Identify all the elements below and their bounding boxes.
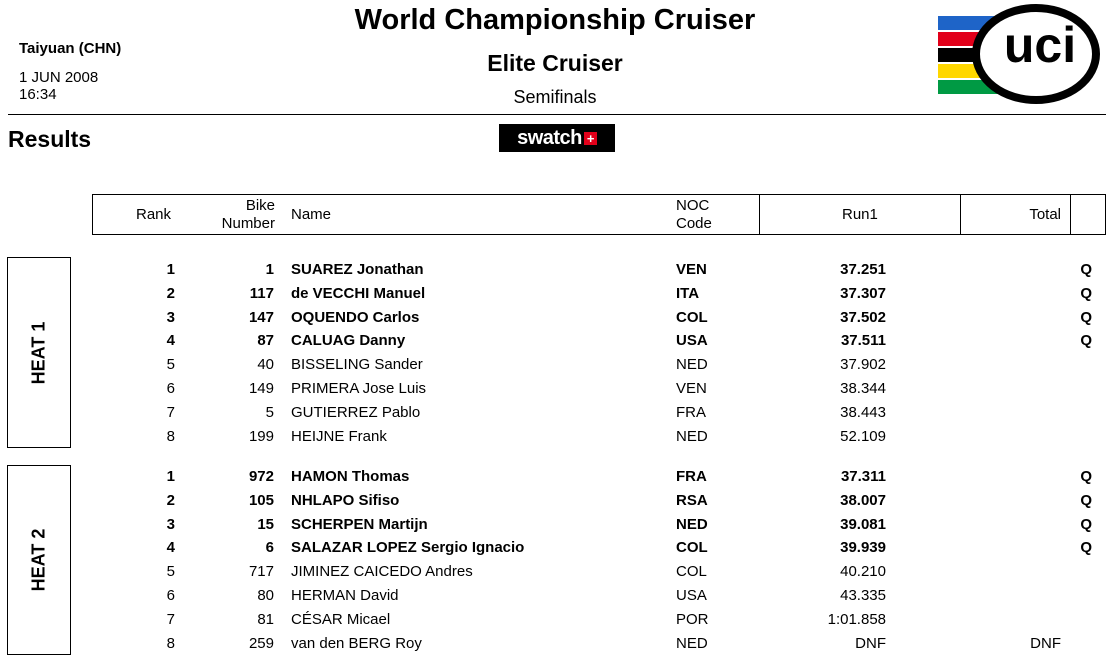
run1-cell: 39.081 xyxy=(840,515,886,533)
noc-code-cell: POR xyxy=(676,610,709,628)
table-row xyxy=(0,329,1110,353)
run1-cell: 43.335 xyxy=(840,587,886,604)
bike-number-cell: 147 xyxy=(248,308,274,326)
sponsor-logo xyxy=(499,124,615,152)
qualified-cell: Q xyxy=(1080,308,1092,326)
run1-cell: 40.210 xyxy=(840,563,886,581)
athlete-name-cell: HEIJNE Frank xyxy=(291,427,387,445)
run1-cell: 37.251 xyxy=(840,261,886,278)
run1-cell: 39.939 xyxy=(840,539,886,557)
rank-cell: 1 xyxy=(166,468,175,485)
rank-cell: 7 xyxy=(166,403,175,421)
bike-number-cell: 199 xyxy=(248,427,274,445)
rank-cell: 5 xyxy=(166,563,175,581)
qualified-cell: Q xyxy=(1080,261,1092,278)
rank-cell: 8 xyxy=(166,634,175,652)
uci-logo xyxy=(936,2,1102,106)
noc-code-cell: NED xyxy=(676,427,708,445)
noc-code-cell: FRA xyxy=(676,403,706,421)
athlete-name-cell: CALUAG Danny xyxy=(291,332,406,350)
page-title: World Championship Cruiser xyxy=(354,4,756,36)
rank-cell: 3 xyxy=(166,308,175,326)
venue-label: Taiyuan (CHN) xyxy=(19,40,122,57)
col-bike-header-line1: Bike xyxy=(245,197,275,214)
noc-code-cell: VEN xyxy=(676,380,707,397)
athlete-name-cell: GUTIERREZ Pablo xyxy=(291,403,421,421)
table-row xyxy=(0,584,1110,608)
table-row xyxy=(0,282,1110,306)
bike-number-cell: 81 xyxy=(257,610,274,628)
run1-cell: DNF xyxy=(855,634,886,652)
athlete-name-cell: PRIMERA Jose Luis xyxy=(291,380,427,397)
run1-cell: 37.902 xyxy=(840,356,886,374)
athlete-name-cell: OQUENDO Carlos xyxy=(291,308,420,326)
rank-cell: 2 xyxy=(166,491,175,509)
bike-number-cell: 972 xyxy=(248,468,274,485)
date-label: 1 JUN 2008 xyxy=(19,69,99,86)
run1-cell: 52.109 xyxy=(840,427,886,445)
noc-code-cell: NED xyxy=(676,515,708,533)
bike-number-cell: 87 xyxy=(257,332,274,350)
heat-1-label: HEAT 1 xyxy=(28,321,49,384)
run1-cell: 37.502 xyxy=(840,308,886,326)
bike-number-cell: 1 xyxy=(265,261,274,278)
rank-cell: 3 xyxy=(166,515,175,533)
qualified-cell: Q xyxy=(1080,491,1092,509)
rank-cell: 5 xyxy=(166,356,175,374)
time-label: 16:34 xyxy=(19,86,57,103)
noc-code-cell: COL xyxy=(676,563,707,581)
bike-number-cell: 117 xyxy=(249,284,274,302)
uci-logo-text: uci xyxy=(1003,17,1077,73)
col-run1-header: Run1 xyxy=(842,206,878,223)
athlete-name-cell: CÉSAR Micael xyxy=(291,610,391,628)
event-subtitle: Elite Cruiser xyxy=(487,50,623,76)
run1-cell: 1:01.858 xyxy=(827,610,886,628)
rank-cell: 4 xyxy=(166,332,175,350)
swiss-cross-icon: + xyxy=(584,132,597,145)
bike-number-cell: 259 xyxy=(248,634,274,652)
section-title: Results xyxy=(8,126,92,152)
athlete-name-cell: HAMON Thomas xyxy=(291,468,410,485)
table-row xyxy=(0,513,1110,537)
table-row xyxy=(0,489,1110,513)
athlete-name-cell: NHLAPO Sifiso xyxy=(291,491,400,509)
table-row xyxy=(0,377,1110,401)
table-row xyxy=(0,425,1110,449)
run1-cell: 38.007 xyxy=(840,491,886,509)
bike-number-cell: 15 xyxy=(257,515,274,533)
athlete-name-cell: BISSELING Sander xyxy=(291,356,423,374)
col-rank-header: Rank xyxy=(136,206,172,223)
table-row xyxy=(0,258,1110,282)
athlete-name-cell: SALAZAR LOPEZ Sergio Ignacio xyxy=(291,539,525,557)
total-cell: DNF xyxy=(1030,634,1061,652)
col-noc-header-line2: Code xyxy=(676,215,712,232)
bike-number-cell: 40 xyxy=(257,356,274,374)
run1-cell: 37.311 xyxy=(840,468,886,485)
rank-cell: 2 xyxy=(166,284,175,302)
table-row xyxy=(0,306,1110,330)
qualified-cell: Q xyxy=(1080,468,1092,485)
col-bike-header-line2: Number xyxy=(221,215,275,232)
col-name-header: Name xyxy=(291,206,332,223)
table-row xyxy=(0,608,1110,632)
rank-cell: 6 xyxy=(166,587,175,604)
noc-code-cell: USA xyxy=(676,332,708,350)
bike-number-cell: 6 xyxy=(265,539,274,557)
table-row xyxy=(0,632,1110,656)
table-row xyxy=(0,536,1110,560)
bike-number-cell: 149 xyxy=(248,380,274,397)
noc-code-cell: NED xyxy=(676,356,708,374)
sponsor-text: swatch xyxy=(517,127,582,149)
run1-cell: 38.344 xyxy=(840,380,886,397)
athlete-name-cell: SCHERPEN Martijn xyxy=(291,515,428,533)
table-row xyxy=(0,401,1110,425)
col-divider xyxy=(1070,195,1071,235)
rank-cell: 4 xyxy=(166,539,175,557)
table-header xyxy=(92,194,1106,235)
noc-code-cell: NED xyxy=(676,634,708,652)
table-row xyxy=(0,353,1110,377)
qualified-cell: Q xyxy=(1080,539,1092,557)
rank-cell: 6 xyxy=(166,380,175,397)
noc-code-cell: FRA xyxy=(676,468,707,485)
header-divider xyxy=(8,114,1106,115)
bike-number-cell: 105 xyxy=(248,491,274,509)
athlete-name-cell: JIMINEZ CAICEDO Andres xyxy=(291,563,473,581)
heat-2-label: HEAT 2 xyxy=(28,528,49,592)
noc-code-cell: COL xyxy=(676,539,708,557)
rank-cell: 8 xyxy=(166,427,175,445)
table-row xyxy=(0,560,1110,584)
bike-number-cell: 5 xyxy=(265,403,274,421)
bike-number-cell: 717 xyxy=(248,563,274,581)
rank-cell: 1 xyxy=(166,261,175,278)
run1-cell: 38.443 xyxy=(840,403,886,421)
rank-cell: 7 xyxy=(166,610,175,628)
athlete-name-cell: van den BERG Roy xyxy=(291,634,422,652)
qualified-cell: Q xyxy=(1080,284,1092,302)
table-row xyxy=(0,465,1110,489)
col-divider xyxy=(759,195,760,235)
athlete-name-cell: de VECCHI Manuel xyxy=(291,284,426,302)
qualified-cell: Q xyxy=(1080,515,1092,533)
noc-code-cell: ITA xyxy=(676,284,700,302)
col-total-header: Total xyxy=(1029,206,1061,223)
qualified-cell: Q xyxy=(1080,332,1092,350)
phase-label: Semifinals xyxy=(513,87,597,107)
run1-cell: 37.511 xyxy=(840,332,886,350)
athlete-name-cell: HERMAN David xyxy=(291,587,399,604)
noc-code-cell: COL xyxy=(676,308,708,326)
noc-code-cell: USA xyxy=(676,587,707,604)
run1-cell: 37.307 xyxy=(840,284,886,302)
col-divider xyxy=(960,195,961,235)
noc-code-cell: RSA xyxy=(676,491,708,509)
bike-number-cell: 80 xyxy=(257,587,274,604)
athlete-name-cell: SUAREZ Jonathan xyxy=(291,261,424,278)
col-noc-header-line1: NOC xyxy=(676,197,710,214)
noc-code-cell: VEN xyxy=(676,261,707,278)
